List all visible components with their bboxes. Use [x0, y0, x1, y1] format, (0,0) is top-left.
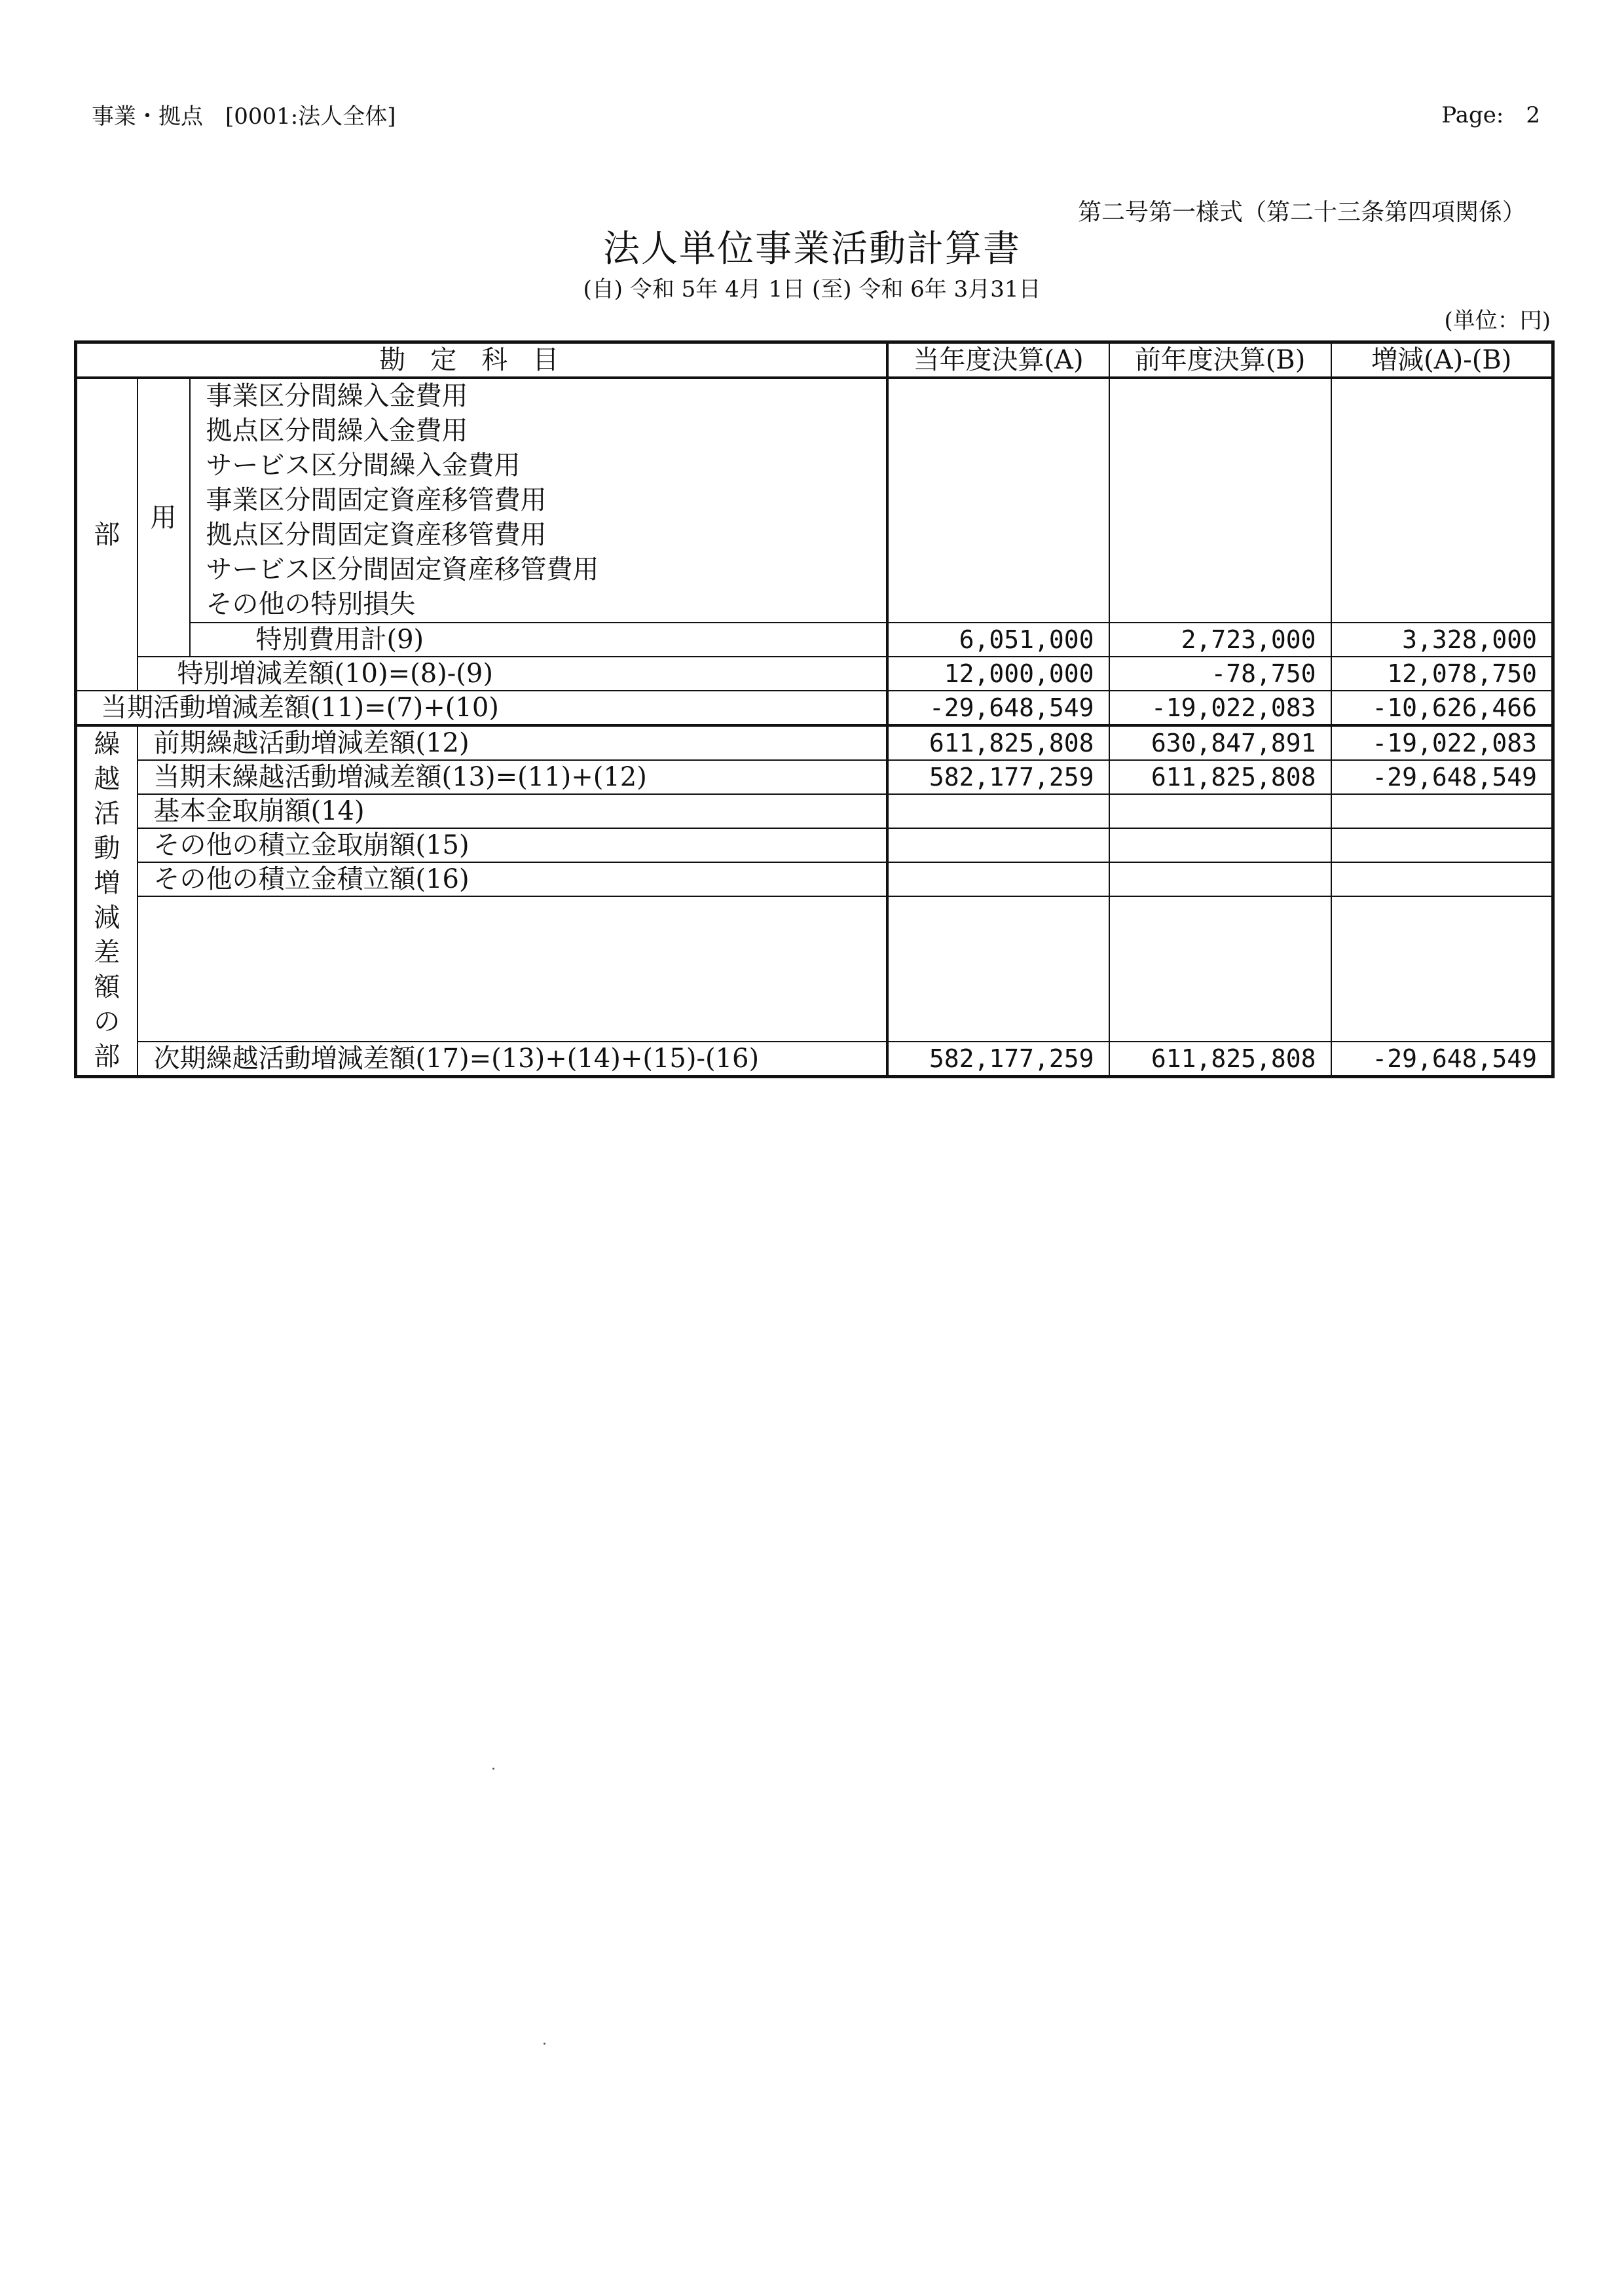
table-row [76, 725, 1553, 760]
document-title: 法人単位事業活動計算書 [603, 228, 1021, 270]
table-row [76, 862, 1553, 896]
next-period-label: 次期繰越活動増減差額(17)=(13)+(14)+(15)-(16) [138, 1042, 887, 1077]
carry-row-diff [1331, 862, 1553, 896]
carry-row-prior: 630,847,891 [1109, 725, 1331, 760]
carry-row-diff [1331, 794, 1553, 828]
header-entity: 事業・拠点 [0001:法人全体] [92, 103, 396, 130]
scan-speck [492, 1768, 494, 1770]
special-expense-total-prior: 2,723,000 [1109, 623, 1331, 657]
carry-row-prior [1109, 794, 1331, 828]
list-item: 拠点区分間繰入金費用 [206, 416, 468, 446]
table-row [76, 623, 1553, 657]
table-row [76, 378, 1553, 623]
section-label-carryover: 繰 越 活 動 増 減 差 額 の 部 [76, 725, 138, 1077]
carry-row-label: 当期末繰越活動増減差額(13)=(11)+(12) [138, 760, 887, 794]
table-row [76, 1042, 1553, 1077]
activity-statement-table [74, 340, 1555, 1078]
fiscal-period: (自) 令和 5年 4月 1日 (至) 令和 6年 3月31日 [583, 276, 1041, 302]
carry-row-prior: 611,825,808 [1109, 760, 1331, 794]
page-number: Page: 2 [1441, 102, 1540, 128]
currency-unit: (単位：円) [1444, 308, 1551, 334]
carry-row-diff: -29,648,549 [1331, 760, 1553, 794]
special-expense-total-label: 特別費用計(9) [190, 623, 887, 657]
list-item: 拠点区分間固定資産移管費用 [206, 520, 547, 550]
special-diff-current: 12,000,000 [887, 657, 1109, 691]
table-header-row [76, 342, 1553, 378]
special-diff-prior: -78,750 [1109, 657, 1331, 691]
carry-row-prior [1109, 862, 1331, 896]
scan-speck [544, 2043, 545, 2045]
period-diff-current: -29,648,549 [887, 691, 1109, 725]
carry-row-diff: -19,022,083 [1331, 725, 1553, 760]
carry-row-current [887, 794, 1109, 828]
list-item: その他の特別損失 [206, 589, 416, 619]
next-period-prior: 611,825,808 [1109, 1042, 1331, 1077]
carry-row-label: その他の積立金積立額(16) [138, 862, 887, 896]
carry-row-current: 611,825,808 [887, 725, 1109, 760]
carry-row-label: 基本金取崩額(14) [138, 794, 887, 828]
table-row [76, 828, 1553, 862]
carry-row-current [887, 828, 1109, 862]
form-number: 第二号第一様式（第二十三条第四項関係） [1077, 199, 1526, 226]
header-diff: 増減(A)-(B) [1331, 342, 1553, 378]
table-row [76, 760, 1553, 794]
next-period-diff: -29,648,549 [1331, 1042, 1553, 1077]
expense-items-list [190, 378, 887, 623]
carry-row-label: その他の積立金取崩額(15) [138, 828, 887, 862]
list-item: サービス区分間固定資産移管費用 [206, 555, 599, 585]
list-item: 事業区分間繰入金費用 [206, 381, 468, 411]
special-expense-total-diff: 3,328,000 [1331, 623, 1553, 657]
period-diff-label: 当期活動増減差額(11)=(7)+(10) [76, 691, 887, 725]
header-current: 当年度決算(A) [887, 342, 1109, 378]
carry-row-prior [1109, 828, 1331, 862]
table-row [76, 794, 1553, 828]
table-row-blank [76, 896, 1553, 1042]
list-item: サービス区分間繰入金費用 [206, 450, 521, 481]
table-row [76, 691, 1553, 725]
header-prior: 前年度決算(B) [1109, 342, 1331, 378]
table-row [76, 657, 1553, 691]
sub-label-expense: 用 [138, 378, 190, 657]
special-expense-total-current: 6,051,000 [887, 623, 1109, 657]
carry-row-diff [1331, 828, 1553, 862]
next-period-current: 582,177,259 [887, 1042, 1109, 1077]
carry-row-current [887, 862, 1109, 896]
carry-row-current: 582,177,259 [887, 760, 1109, 794]
section-label-expense: 部 [76, 378, 138, 691]
special-diff-diff: 12,078,750 [1331, 657, 1553, 691]
special-diff-label: 特別増減差額(10)=(8)-(9) [138, 657, 887, 691]
list-item: 事業区分間固定資産移管費用 [206, 485, 547, 515]
carry-row-label: 前期繰越活動増減差額(12) [138, 725, 887, 760]
period-diff-prior: -19,022,083 [1109, 691, 1331, 725]
header-item: 勘定科目 [76, 342, 887, 378]
period-diff-diff: -10,626,466 [1331, 691, 1553, 725]
